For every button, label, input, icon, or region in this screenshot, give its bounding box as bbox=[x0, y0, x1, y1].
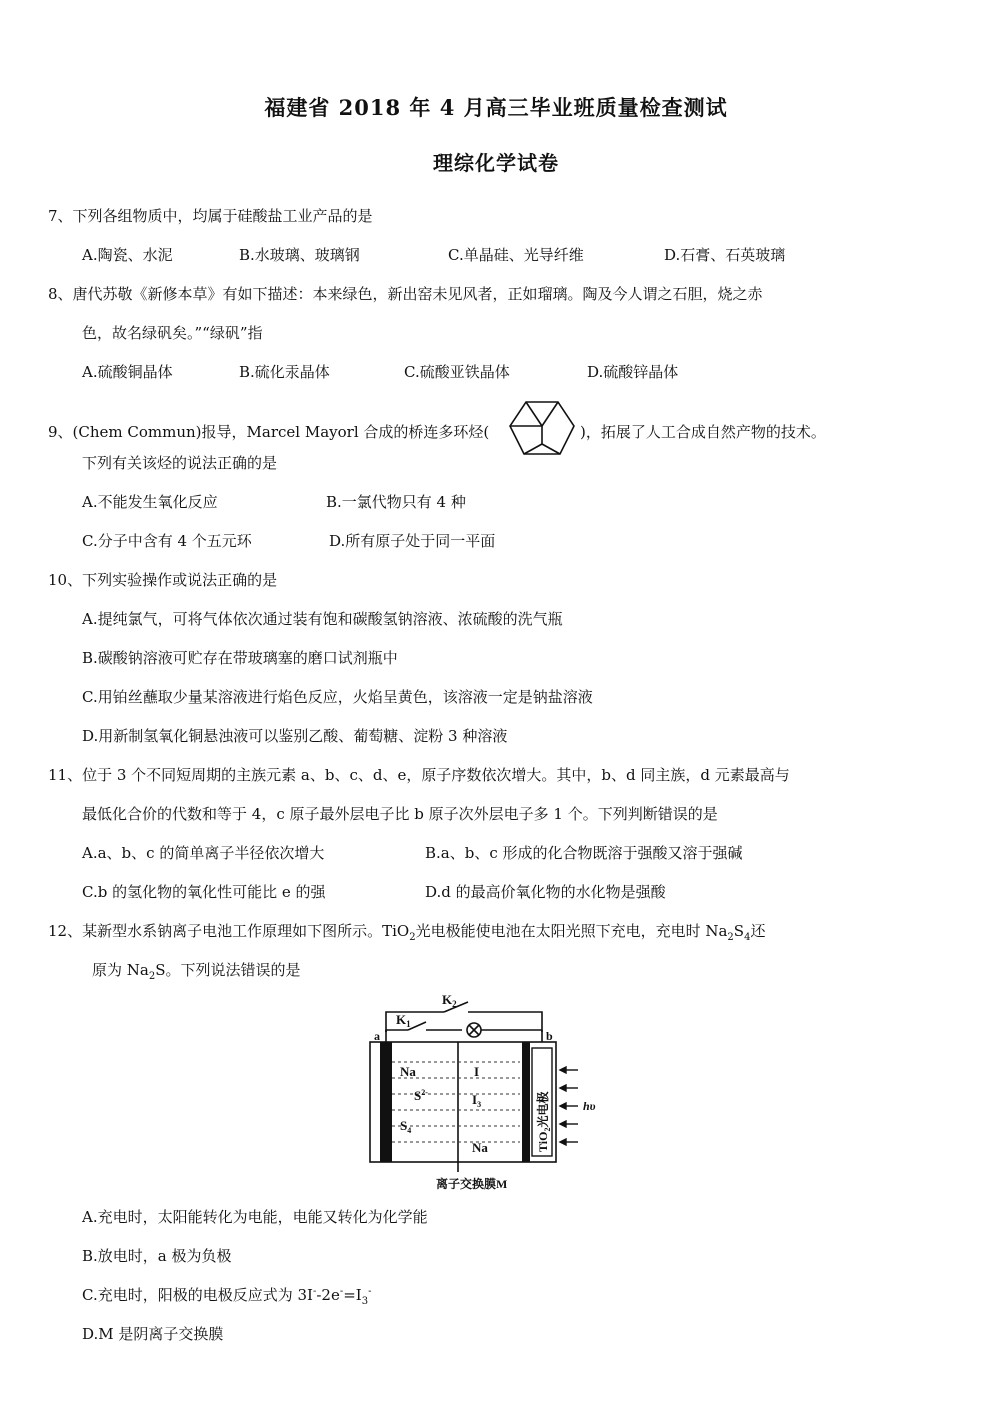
question-12-stem-line2: 原为 $Na_2S$。下列说法错误的是 bbox=[92, 961, 301, 982]
q12-option-c: C.充电时，阳极的电极反应式为 $3I^--2e^-=I_3^-$ bbox=[82, 1286, 372, 1307]
question-12-stem-line1: 12、某新型水系钠离子电池工作原理如下图所示。TiO$_2$光电极能使电池在太阳光照下充电，充电时 $Na_2S_4$还 bbox=[48, 922, 766, 943]
membrane-label: 离子交换膜M bbox=[436, 1177, 508, 1191]
electrode-a-label: a bbox=[374, 1029, 380, 1043]
q11-option-a: A.a、b、c 的简单离子半径依次增大 bbox=[82, 844, 325, 862]
q7-option-a: A.陶瓷、水泥 bbox=[82, 246, 173, 264]
tio2-electrode-label: TiO$_2$光电极 bbox=[536, 1091, 552, 1152]
q10-option-a: A.提纯氯气，可将气体依次通过装有饱和碳酸氢钠溶液、浓硫酸的洗气瓶 bbox=[82, 610, 563, 628]
q7-option-d: D.石膏、石英玻璃 bbox=[664, 246, 786, 264]
question-11-stem-line2: 最低化合价的代数和等于 4，c 原子最外层电子比 b 原子次外层电子多 1 个。下列判断错误的是 bbox=[82, 805, 718, 823]
q7-option-c: C.单晶硅、光导纤维 bbox=[448, 246, 584, 264]
q8-option-a: A.硫酸铜晶体 bbox=[82, 363, 173, 381]
electrode-b-label: b bbox=[546, 1029, 553, 1043]
question-11-stem-line1: 11、位于 3 个不同短周期的主族元素 a、b、c、d、e，原子序数依次增大。其中，b、d 同主族，d 元素最高与 bbox=[48, 766, 790, 784]
q12-option-a: A.充电时，太阳能转化为电能，电能又转化为化学能 bbox=[82, 1208, 428, 1226]
question-9-stem-part2: )，拓展了人工合成自然产物的技术。 bbox=[580, 423, 826, 441]
right-ion-na: Na bbox=[472, 1140, 488, 1155]
bridged-hydrocarbon-structure bbox=[506, 398, 578, 464]
question-10-stem: 10、下列实验操作或说法正确的是 bbox=[48, 571, 278, 589]
switch-k1-label: $K_1$ bbox=[396, 1012, 411, 1029]
question-9-stem-part1: 9、(Chem Commun)报导，Marcel Mayorl 合成的桥连多环烃( bbox=[48, 423, 490, 441]
document-subtitle: 理综化学试卷 bbox=[433, 151, 559, 175]
q8-option-d: D.硫酸锌晶体 bbox=[587, 363, 679, 381]
q12-option-b: B.放电时，a 极为负极 bbox=[82, 1247, 232, 1265]
question-7-stem: 7、下列各组物质中，均属于硅酸盐工业产品的是 bbox=[48, 207, 373, 225]
q11-option-b: B.a、b、c 形成的化合物既溶于强酸又溶于强碱 bbox=[425, 844, 743, 862]
q10-option-b: B.碳酸钠溶液可贮存在带玻璃塞的磨口试剂瓶中 bbox=[82, 649, 398, 667]
q9-option-b: B.一氯代物只有 4 种 bbox=[326, 493, 466, 511]
q11-option-c: C.b 的氢化物的氧化性可能比 e 的强 bbox=[82, 883, 326, 901]
q9-option-c: C.分子中含有 4 个五元环 bbox=[82, 532, 252, 550]
document-title: 福建省 2018 年 4 月高三毕业班质量检查测试 bbox=[264, 95, 728, 120]
q7-option-b: B.水玻璃、玻璃钢 bbox=[239, 246, 360, 264]
light-hv-label: hυ bbox=[583, 1099, 596, 1113]
q12-option-d: D.M 是阴离子交换膜 bbox=[82, 1325, 224, 1343]
question-9-stem-line2: 下列有关该烃的说法正确的是 bbox=[82, 454, 278, 472]
q10-option-d: D.用新制氢氧化铜悬浊液可以鉴别乙酸、葡萄糖、淀粉 3 种溶液 bbox=[82, 727, 508, 745]
q9-option-a: A.不能发生氧化反应 bbox=[82, 493, 218, 511]
left-ion-s2: $S^{2-}$ bbox=[414, 1088, 428, 1103]
q9-option-d: D.所有原子处于同一平面 bbox=[329, 532, 496, 550]
question-8-stem-line2: 色，故名绿矾矣。”“绿矾”指 bbox=[82, 324, 263, 342]
left-ion-na: Na bbox=[400, 1064, 416, 1079]
q8-option-c: C.硫酸亚铁晶体 bbox=[404, 363, 510, 381]
battery-diagram bbox=[356, 990, 606, 1195]
switch-k2-label: $K_2$ bbox=[442, 992, 457, 1009]
right-ion-i3: $I_3$ bbox=[472, 1092, 482, 1109]
right-ion-i-minus: I bbox=[474, 1064, 480, 1079]
question-8-stem-line1: 8、唐代苏敬《新修本草》有如下描述：本来绿色，新出窑未见风者，正如瑠璃。陶及今人谓之石胆，烧之赤 bbox=[48, 285, 763, 303]
q10-option-c: C.用铂丝蘸取少量某溶液进行焰色反应，火焰呈黄色，该溶液一定是钠盐溶液 bbox=[82, 688, 593, 706]
q8-option-b: B.硫化汞晶体 bbox=[239, 363, 330, 381]
q11-option-d: D.d 的最高价氧化物的水化物是强酸 bbox=[425, 883, 666, 901]
left-ion-s4: $S_4$ bbox=[400, 1118, 412, 1135]
